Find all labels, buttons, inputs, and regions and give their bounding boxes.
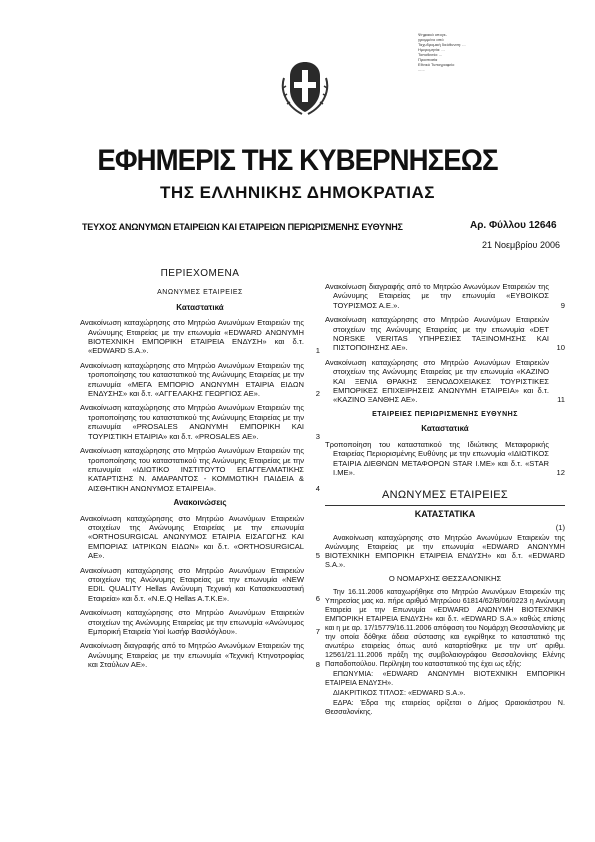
gazette-title: ΕΦΗΜΕΡΙΣ ΤΗΣ ΚΥΒΕΡΝΗΣΕΩΣ	[97, 144, 498, 177]
toc-entry[interactable]	[325, 315, 565, 353]
toc-entry-page: 11	[557, 395, 565, 405]
toc-entry-text: Ανακοίνωση καταχώρησης στο Μητρώο Ανωνύμων Εταιρειών στοιχείων της Ανώνυμης Εταιρείας με την επωνυμία «Ανώνυμος Εμπορική Εταιρεία Υιοί Ιωσήφ Βασιλόγλου».	[80, 608, 304, 636]
intro-paragraph: Ανακοίνωση καταχώρησης στο Μητρώο Ανωνύμων Εταιρειών της Ανώνυμης Εταιρείας με την επωνυμία «EDWARD ΑΝΩΝΥΜΗ ΒΙΟΤΕΧΝΙΚΗ ΕΜΠΟΡΙΚΗ ΕΤΑΙΡΕΙΑ ΕΝΔΥΣΗ» και δ.τ. «EDWARD S.A.».	[325, 532, 565, 569]
content-column	[325, 282, 565, 717]
toc-entry-text: Ανακοίνωση καταχώρησης στο Μητρώο Ανωνύμων Εταιρειών της τροποποίησης του καταστατικού της Ανώνυμης Εταιρείας με την επωνυμία «ΜΕΓΑ ΕΜΠΟΡΙΟ ΑΝΩΝΥΜΗ ΕΤΑΙΡΙΑ ΕΙΔΩΝ ΕΝΔΥΣΗΣ» και δ.τ. «ΑΓΓΕΛΑΚΗΣ ΓΕΩΡΓΙΟΣ ΑΕ».	[80, 360, 304, 399]
gazette-subtitle: ΤΗΣ ΕΛΛΗΝΙΚΗΣ ΔΗΜΟΚΡΑΤΙΑΣ	[160, 183, 435, 202]
toc-entry-page: 3	[315, 431, 320, 441]
toc-sub-statutes-ltd: Καταστατικά	[421, 424, 469, 434]
toc-entry-page: 4	[315, 483, 320, 493]
toc-sub-announcements: Ανακοινώσεις	[173, 498, 227, 508]
toc-entry[interactable]	[80, 514, 320, 561]
toc-entry-page: 9	[560, 300, 565, 310]
body-paragraph: ΕΠΩΝΥΜΙΑ: «EDWARD ΑΝΩΝΥΜΗ ΒΙΟΤΕΧΝΙΚΗ ΕΜΠΟΡΙΚΗ ΕΤΑΙΡΕΙΑ ΕΝΔΥΣΗ».	[325, 668, 565, 687]
body-heading: ΑΝΩΝΥΜΕΣ ΕΤΑΙΡΕΙΕΣ	[381, 489, 509, 502]
toc-entry-text: Ανακοίνωση καταχώρησης στο Μητρώο Ανωνύμων Εταιρειών στοιχείων της Ανώνυμης Εταιρείας με την επωνυμία «ΚΑΖΙΝΟ ΚΑΙ ΞΕΝΙΑ ΘΡΑΚΗΣ ΞΕΝΟΔΟΧΕΙΑΚΕΣ ΤΟΥΡΙΣΤΙΚΕΣ ΕΜΠΟΡΙΚΕΣ ΕΠΙΧΕΙΡΗΣΕΙΣ ΑΝΩΝΥΜΗ ΕΤΑΙΡΕΙΑ» και δ.τ. «ΚΑΖΙΝΟ ΞΑΝΘΗΣ ΑΕ».	[325, 357, 549, 405]
digital-signature-stamp: Ψηφιακά υπογε- γραμμένο από Ταχυδρομική διεύθυνση: ... Ημερομηνία: ... Τοποθεσία: ... Προστασία Εθνικό Τυπογραφείο ......	[418, 32, 466, 72]
body-paragraph: ΔΙΑΚΡΙΤΙΚΟΣ ΤΙΤΛΟΣ: «EDWARD S.A.».	[333, 687, 466, 697]
toc-column	[80, 265, 320, 675]
toc-entry-page: 1	[315, 346, 320, 356]
toc-entry-text: Ανακοίνωση καταχώρησης στο Μητρώο Ανωνύμων Εταιρειών της τροποποίησης του καταστατικού της Ανώνυμης Εταιρείας με την επωνυμία «PROSALES ΑΝΩΝΥΜΗ ΕΜΠΟΡΙΚΗ ΚΑΙ ΤΟΥΡΙΣΤΙΚΗ ΕΤΑΙΡΙΑ» και δ.τ. «PROSALES ΑΕ».	[80, 403, 304, 441]
issue-date: 21 Νοεμβρίου 2006	[482, 240, 560, 250]
issue-series: ΤΕΥΧΟΣ ΑΝΩΝΥΜΩΝ ΕΤΑΙΡΕΙΩΝ ΚΑΙ ΕΤΑΙΡΕΙΩΝ ΠΕΡΙΩΡΙΣΜΕΝΗΣ ΕΥΘΥΝΗΣ	[82, 222, 403, 232]
toc-entry[interactable]	[325, 358, 565, 405]
body-paragraph: ΕΔΡΑ: Έδρα της εταιρείας ορίζεται ο Δήμος Ωραιοκάστρου Ν. Θεσσαλονίκης.	[325, 697, 565, 716]
toc-entry-page: 8	[315, 660, 320, 670]
toc-entry-text: Ανακοίνωση καταχώρησης στο Μητρώο Ανωνύμων Εταιρειών στοιχείων της Ανώνυμης Εταιρείας με την επωνυμία «ORTHOSURGICAL ΑΝΩΝΥΜΟΣ ΕΤΑΙΡΙΑ ΕΙΣΑΓΩΓΗΣ ΚΑΙ ΕΜΠΟΡΙΑΣ ΙΑΤΡΙΚΩΝ ΕΙΔΩΝ» και δ.τ. «ORTHOSURGICAL AE».	[80, 513, 304, 561]
toc-entry[interactable]	[80, 361, 320, 399]
toc-entry[interactable]	[80, 403, 320, 441]
toc-entry[interactable]	[80, 566, 320, 604]
toc-entry[interactable]	[80, 641, 320, 669]
sheet-number: Αρ. Φύλλου 12646	[470, 220, 557, 231]
toc-section-ltd: ΕΤΑΙΡΕΙΕΣ ΠΕΡΙΩΡΙΣΜΕΝΗΣ ΕΥΘΥΝΗΣ	[372, 410, 518, 418]
coat-of-arms-icon	[280, 58, 330, 116]
toc-entry-text: Ανακοίνωση διαγραφής από το Μητρώο Ανωνύμων Εταιρειών της Ανώνυμης Εταιρείας με την επωνυμία «Τεχνική Κτηνοτροφίας και Σταύλων ΑΕ».	[80, 641, 304, 670]
toc-entry[interactable]	[80, 446, 320, 493]
body-subheading: ΚΑΤΑΣΤΑΤΙΚΑ	[414, 508, 476, 519]
toc-entry-page: 12	[556, 467, 565, 477]
toc-entry-text: Ανακοίνωση καταχώρησης στο Μητρώο Ανωνύμων Εταιρειών της τροποποίησης του καταστατικού της Ανώνυμης Εταιρείας με την επωνυμία «ΙΔΙΩΤΙΚΟ ΙΝΣΤΙΤΟΥΤΟ ΕΠΑΓΓΕΛΜΑΤΙΚΗΣ ΚΑΤΑΡΤΙΣΗΣ Ν. ΑΜΑΡΑΝΤΟΣ - ΚΟΜΜΩΤΙΚΗ ΠΑΙΔΕΙΑ & ΑΙΣΘΗΤΙΚΗ ΑΝΩΝΥΜΟΣ ΕΤΑΙΡΕΙΑ».	[80, 446, 304, 493]
toc-entry[interactable]	[325, 282, 565, 310]
toc-entry-page: 6	[315, 593, 320, 603]
toc-entry-text: Ανακοίνωση καταχώρησης στο Μητρώο Ανωνύμων Εταιρειών στοιχείων της Ανώνυμης Εταιρείας με την επωνυμία «NEW EDIL QUALITY Hellas Ανώνυμη Τεχνική και Κατασκευαστική Εταιρεία» και δ.τ. «N.E.Q Hellas A.T.K.E».	[80, 565, 304, 603]
item-number: (1)	[555, 523, 565, 533]
toc-entry[interactable]	[325, 440, 565, 478]
toc-entry-page: 2	[315, 389, 320, 399]
prefecture-heading: Ο ΝΟΜΑΡΧΗΣ ΘΕΣΣΑΛΟΝΙΚΗΣ	[388, 573, 502, 583]
toc-sub-statutes: Καταστατικά	[176, 302, 224, 312]
toc-entry-page: 5	[315, 551, 320, 561]
toc-heading: ΠΕΡΙΕΧΟΜΕΝΑ	[160, 268, 240, 279]
toc-entry-text: Ανακοίνωση διαγραφής από το Μητρώο Ανωνύμων Εταιρειών της Ανώνυμης Εταιρείας με την επωνυμία «ΕΥΒΟΙΚΟΣ ΤΟΥΡΙΣΜΟΣ Α.Ε.».	[325, 282, 549, 310]
body-paragraph: Την 16.11.2006 καταχωρήθηκε στο Μητρώο Ανωνύμων Εταιρειών της Υπηρεσίας μας κα. πήρε αριθμό Μητρώου 61814/62/Β/06/0223 η Ανώνυμη Εταιρεία με την Επωνυμία «EDWARD ΑΝΩΝΥΜΗ ΒΙΟΤΕΧΝΙΚΗ ΕΜΠΟΡΙΚΗ ΕΤΑΙΡΕΙΑ ΕΝΔΥΣΗ» και δ.τ. «EDWARD S.A.» καθώς επίσης και η με αρ. 17/15779/16.11.2006 απόφαση του Νομάρχη Θεσσαλονίκης με την οποία δόθηκε άδεια σύστασης και εγκρίθηκε το καταστατικό της ανωτέρω εταιρείας όπως αυτό καταρτίσθηκε με την υπ' αριθμ. 12561/21.11.2006 πράξη της συμβολαιογράφου Θεσσαλονίκης Ελένης Παπαδοπούλου. Περίληψη του καταστατικού της έχει ως εξής:	[325, 586, 565, 668]
toc-entry[interactable]	[80, 318, 320, 356]
toc-entry-text: Ανακοίνωση καταχώρησης στο Μητρώο Ανωνύμων Εταιρειών της Ανώνυμης Εταιρείας με την επωνυμία «EDWARD ΑΝΩΝΥΜΗ ΒΙΟΤΕΧΝΙΚΗ ΕΜΠΟΡΙΚΗ ΕΤΑΙΡΕΙΑ ΕΝΔΥΣΗ» και δ.τ. «EDWARD S.A.».	[80, 318, 304, 356]
toc-entry-page: 10	[556, 343, 565, 353]
toc-section-sa: ΑΝΩΝΥΜΕΣ ΕΤΑΙΡΕΙΕΣ	[157, 289, 243, 297]
toc-entry-page: 7	[315, 627, 320, 636]
toc-entry-text: Ανακοίνωση καταχώρησης στο Μητρώο Ανωνύμων Εταιρειών στοιχείων της Ανώνυμης Εταιρείας με την επωνυμία «DET NORSKE VERITAS ΥΠΗΡΕΣΙΕΣ ΤΑΞΙΝΟΜΗΣΗΣ ΚΑΙ ΠΙΣΤΟΠΟΙΗΣΗΣ ΑΕ».	[325, 315, 549, 353]
toc-entry[interactable]	[80, 608, 320, 636]
divider	[325, 505, 565, 506]
toc-entry-text: Τροποποίηση του καταστατικού της Ιδιώτικης Μεταφορικής Εταιρείας Περιορισμένης Ευθύνης με την επωνυμία «ΙΔΙΩΤΙΚΟΣ ΕΤΑΙΡΙΑ ΔΙΕΘΝΩΝ ΜΕΤΑΦΟΡΩΝ STAR I.ME» και δ.τ. «STAR I.ME».	[325, 439, 549, 477]
